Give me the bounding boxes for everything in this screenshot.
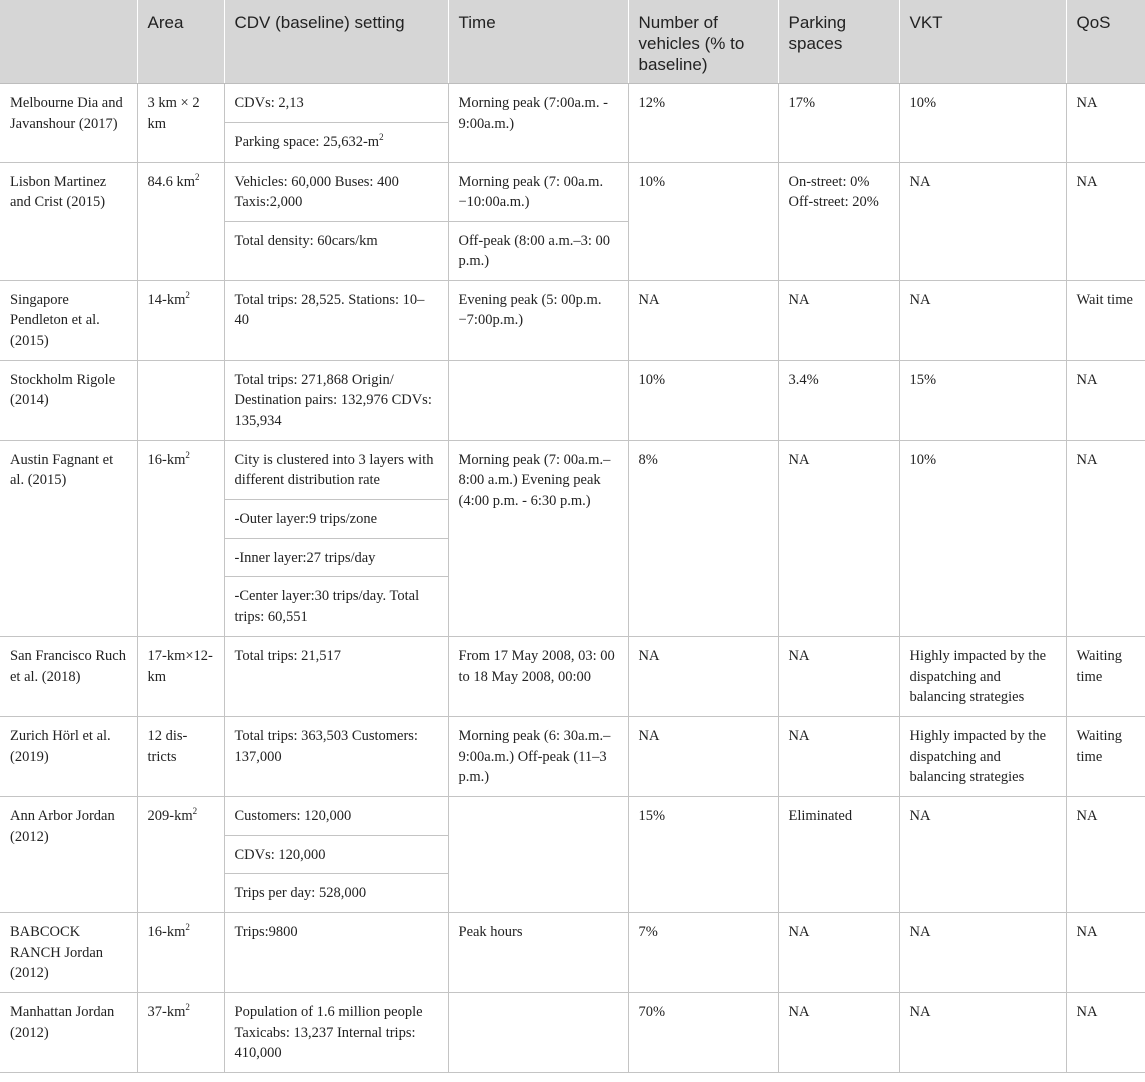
setting-cell: CDVs: 120,000 — [224, 835, 448, 874]
city-cell: BABCOCK RANCH Jordan (2012) — [0, 913, 137, 993]
header-vkt: VKT — [899, 0, 1066, 84]
table-row — [0, 717, 1145, 797]
city-cell: Melbourne Dia and Javanshour (2017) — [0, 84, 137, 163]
setting-cell: -Outer layer:9 trips/zone — [224, 499, 448, 538]
vehicles-cell: 12% — [628, 84, 778, 163]
parking-cell: NA — [778, 440, 899, 637]
area-cell: 3 km × 2 km — [137, 84, 224, 163]
vkt-cell: NA — [899, 993, 1066, 1073]
time-cell: Peak hours — [448, 913, 628, 993]
vehicles-cell: 70% — [628, 993, 778, 1073]
table-row — [0, 913, 1145, 993]
time-cell: Morning peak (6: 30a.m.–9:00a.m.) Off-peak (11–3 p.m.) — [448, 717, 628, 797]
area-cell: 84.6 $km^2$ — [137, 162, 224, 280]
table-row — [0, 84, 1145, 123]
time-cell — [448, 360, 628, 440]
setting-cell: Total trips: 21,517 — [224, 637, 448, 717]
header-city — [0, 0, 137, 84]
time-cell: From 17 May 2008, 03: 00 to 18 May 2008, 00:00 — [448, 637, 628, 717]
city-cell: Ann Arbor Jordan (2012) — [0, 797, 137, 913]
setting-cell: Total trips: 271,868 Origin/ Destination pairs: 132,976 CDVs: 135,934 — [224, 360, 448, 440]
table-row — [0, 360, 1145, 440]
qos-cell: Waiting time — [1066, 717, 1145, 797]
city-cell: Stockholm Rigole (2014) — [0, 360, 137, 440]
parking-cell: NA — [778, 913, 899, 993]
area-cell: $209-km^2$ — [137, 797, 224, 913]
city-cell: San Francisco Ruch et al. (2018) — [0, 637, 137, 717]
setting-cell: Customers: 120,000 — [224, 797, 448, 836]
setting-cell: Population of 1.6 million people Taxicabs: 13,237 Internal trips: 410,000 — [224, 993, 448, 1073]
vehicles-cell: 10% — [628, 162, 778, 280]
vehicles-cell: NA — [628, 717, 778, 797]
setting-cell: -Inner layer:27 trips/day — [224, 538, 448, 577]
parking-cell: 3.4% — [778, 360, 899, 440]
vkt-cell: Highly impacted by the dispatching and balancing strategies — [899, 717, 1066, 797]
parking-cell: NA — [778, 993, 899, 1073]
area-cell: $16-km^2$ — [137, 913, 224, 993]
vkt-cell: 10% — [899, 84, 1066, 163]
time-cell: Evening peak (5: 00p.m. −7:00p.m.) — [448, 280, 628, 360]
setting-cell: Parking space: $25,632-m^2$ — [224, 122, 448, 162]
header-area: Area — [137, 0, 224, 84]
setting-cell: -Center layer:30 trips/day. Total trips: 60,551 — [224, 577, 448, 637]
qos-cell: NA — [1066, 993, 1145, 1073]
vehicles-cell: 7% — [628, 913, 778, 993]
city-cell: Singapore Pendleton et al. (2015) — [0, 280, 137, 360]
header-cdv-setting: CDV (baseline) setting — [224, 0, 448, 84]
qos-cell: NA — [1066, 162, 1145, 280]
table-row — [0, 637, 1145, 717]
vkt-cell: Highly impacted by the dispatching and balancing strategies — [899, 637, 1066, 717]
qos-cell: NA — [1066, 797, 1145, 913]
vehicles-cell: 10% — [628, 360, 778, 440]
table-row — [0, 280, 1145, 360]
vehicles-cell: 8% — [628, 440, 778, 637]
table-row — [0, 993, 1145, 1073]
area-cell: $16-km^2$ — [137, 440, 224, 637]
setting-cell: Trips:9800 — [224, 913, 448, 993]
table-row — [0, 440, 1145, 499]
time-cell: Morning peak (7: 00a.m.–8:00 a.m.) Evening peak (4:00 p.m. - 6:30 p.m.) — [448, 440, 628, 637]
city-cell: Manhattan Jordan (2012) — [0, 993, 137, 1073]
time-cell: Morning peak (7: 00a.m. −10:00a.m.) — [448, 162, 628, 221]
city-cell: Austin Fagnant et al. (2015) — [0, 440, 137, 637]
area-cell: 17-km×12-km — [137, 637, 224, 717]
parking-cell: Eliminated — [778, 797, 899, 913]
setting-cell: Total density: 60cars/km — [224, 221, 448, 280]
vehicles-cell: NA — [628, 637, 778, 717]
header-row — [0, 0, 1145, 84]
vehicles-cell: 15% — [628, 797, 778, 913]
header-parking: Parking spaces — [778, 0, 899, 84]
qos-cell: NA — [1066, 913, 1145, 993]
parking-cell: On-street: 0% Off-street: 20% — [778, 162, 899, 280]
setting-cell: Vehicles: 60,000 Buses: 400 Taxis:2,000 — [224, 162, 448, 221]
setting-cell: Total trips: 28,525. Stations: 10–40 — [224, 280, 448, 360]
time-cell — [448, 993, 628, 1073]
vehicles-cell: NA — [628, 280, 778, 360]
qos-cell: NA — [1066, 84, 1145, 163]
header-time: Time — [448, 0, 628, 84]
area-cell: $14-km^2$ — [137, 280, 224, 360]
city-cell: Lisbon Martinez and Crist (2015) — [0, 162, 137, 280]
parking-cell: NA — [778, 637, 899, 717]
area-cell: $37-km^2$ — [137, 993, 224, 1073]
setting-cell: Total trips: 363,503 Customers: 137,000 — [224, 717, 448, 797]
setting-cell: City is clustered into 3 layers with different distribution rate — [224, 440, 448, 499]
vkt-cell: 10% — [899, 440, 1066, 637]
area-cell — [137, 360, 224, 440]
setting-cell: CDVs: 2,13 — [224, 84, 448, 123]
area-cell: 12 dis-tricts — [137, 717, 224, 797]
qos-cell: NA — [1066, 440, 1145, 637]
qos-cell: NA — [1066, 360, 1145, 440]
vkt-cell: NA — [899, 797, 1066, 913]
parking-cell: NA — [778, 717, 899, 797]
header-qos: QoS — [1066, 0, 1145, 84]
table-row — [0, 797, 1145, 836]
setting-cell: Trips per day: 528,000 — [224, 874, 448, 913]
vkt-cell: 15% — [899, 360, 1066, 440]
time-cell: Off-peak (8:00 a.m.–3: 00 p.m.) — [448, 221, 628, 280]
time-cell: Morning peak (7:00a.m. - 9:00a.m.) — [448, 84, 628, 163]
qos-cell: Waiting time — [1066, 637, 1145, 717]
parking-cell: 17% — [778, 84, 899, 163]
vkt-cell: NA — [899, 913, 1066, 993]
time-cell — [448, 797, 628, 913]
parking-cell: NA — [778, 280, 899, 360]
vkt-cell: NA — [899, 162, 1066, 280]
header-vehicles: Number of vehicles (% to baseline) — [628, 0, 778, 84]
qos-cell: Wait time — [1066, 280, 1145, 360]
city-cell: Zurich Hörl et al. (2019) — [0, 717, 137, 797]
table-row — [0, 162, 1145, 221]
vkt-cell: NA — [899, 280, 1066, 360]
